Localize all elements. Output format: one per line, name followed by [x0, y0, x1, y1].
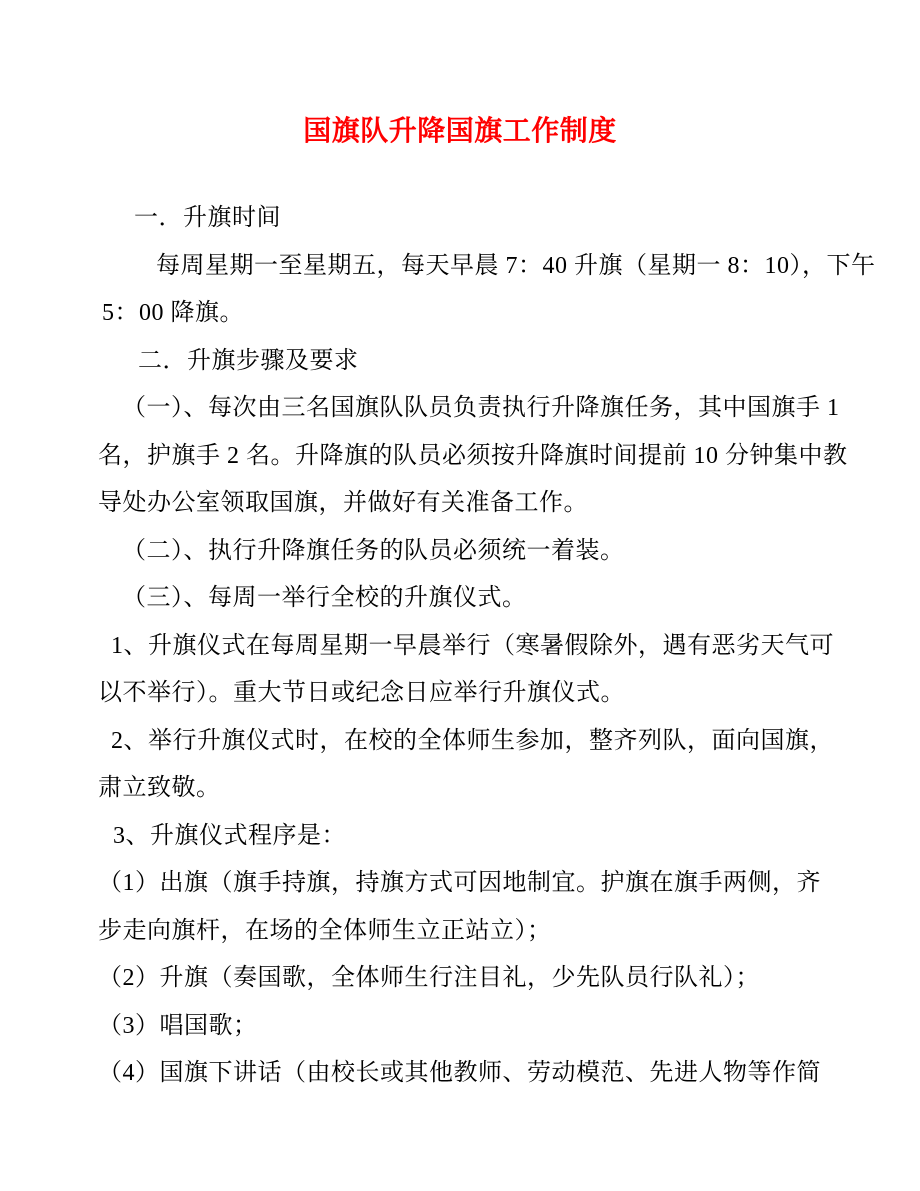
text-line: （一）、每次由三名国旗队队员负责执行升降旗任务，其中国旗手 1	[122, 395, 840, 421]
text-line: （4）国旗下讲话（由校长或其他教师、劳动模范、先进人物等作简	[98, 1060, 821, 1086]
text-line: 以不举行）。重大节日或纪念日应举行升旗仪式。	[98, 680, 625, 706]
text-line: （1）出旗（旗手持旗，持旗方式可因地制宜。护旗在旗手两侧，齐	[98, 870, 821, 896]
text-line: 导处办公室领取国旗，并做好有关准备工作。	[98, 490, 588, 516]
text-line: 肃立致敬。	[98, 775, 221, 801]
text-line: （三）、每周一举行全校的升旗仪式。	[122, 585, 527, 611]
text-line: 3、升旗仪式程序是：	[113, 822, 346, 849]
text-line: 每周星期一至星期五，每天早晨 7：40 升旗（星期一 8：10），下午	[156, 252, 876, 279]
text-line: 名，护旗手 2 名。升降旗的队员必须按升降旗时间提前 10 分钟集中教	[98, 442, 848, 469]
text-line: 5：00 降旗。	[102, 300, 244, 326]
text-line: 2、举行升旗仪式时，在校的全体师生参加，整齐列队，面向国旗，	[111, 727, 834, 754]
text-line: （2）升旗（奏国歌，全体师生行注目礼，少先队员行队礼）；	[98, 965, 760, 991]
text-line: （3）唱国歌；	[98, 1012, 258, 1039]
text-line: 1、升旗仪式在每周星期一早晨举行（寒暑假除外，遇有恶劣天气可	[111, 632, 834, 659]
text-line: （二）、执行升降旗任务的队员必须统一着装。	[122, 537, 625, 564]
text-line: 二．升旗步骤及要求	[138, 347, 359, 374]
text-line: 步走向旗杆，在场的全体师生立正站立）；	[98, 917, 552, 944]
document-title: 国旗队升降国旗工作制度	[303, 116, 617, 147]
document-body	[98, 195, 876, 1098]
text-line: 一．升旗时间	[134, 205, 281, 231]
